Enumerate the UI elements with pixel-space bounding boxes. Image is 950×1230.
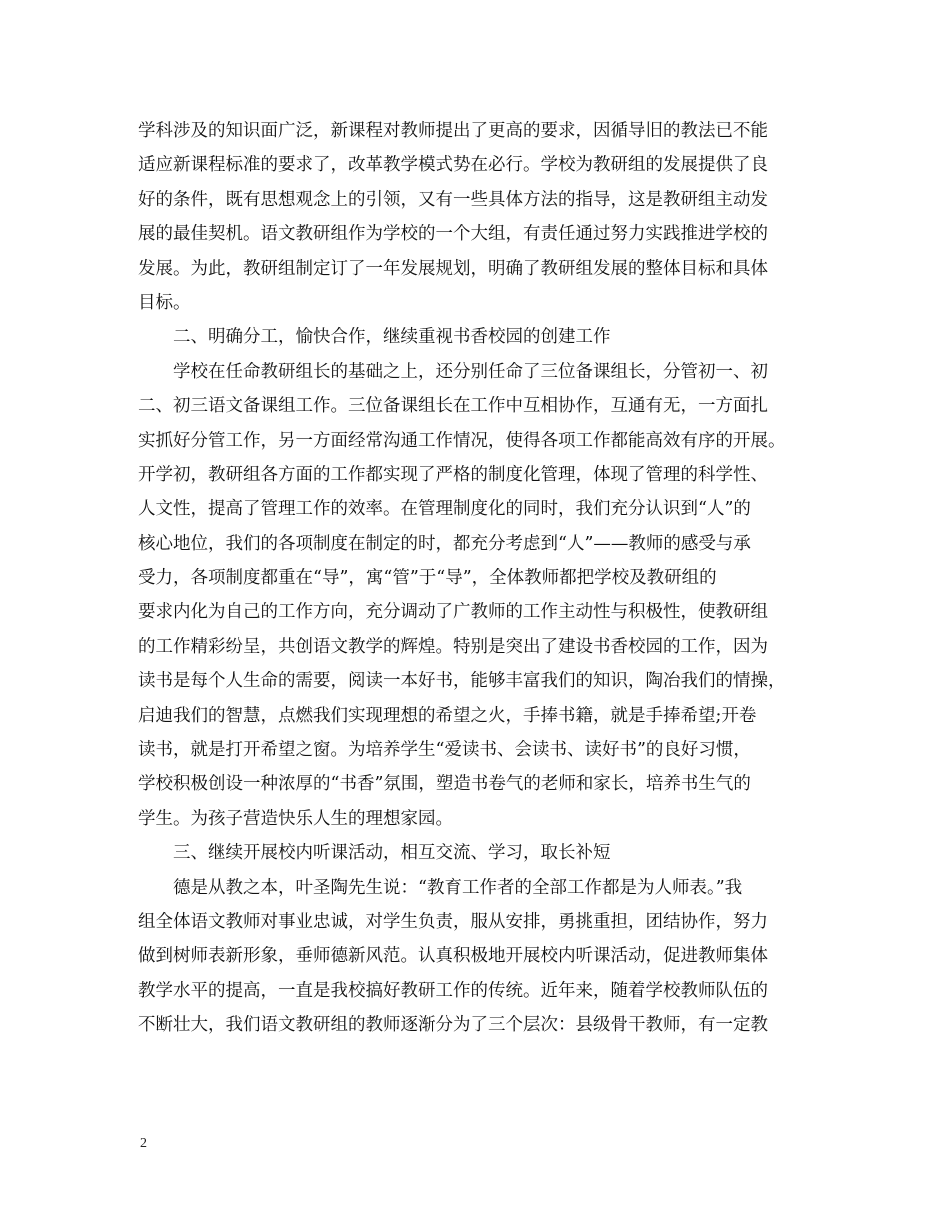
text-line: 实抓好分管工作，另一方面经常沟通工作情况，使得各项工作都能高效有序的开展。	[138, 430, 786, 451]
text-line: 教学水平的提高，一直是我校搞好教研工作的传统。近年来，随着学校教师队伍的	[138, 980, 768, 1001]
text-line: 学校在任命教研组长的基础之上，还分别任命了三位备课组长，分管初一、初	[138, 361, 768, 382]
text-line: 人文性，提高了管理工作的效率。在管理制度化的同时，我们充分认识到“人”的	[138, 499, 751, 520]
text-line: 读书，就是打开希望之窗。为培养学生“爱读书、会读书、读好书”的良好习惯，	[138, 740, 751, 761]
text-line: 读书是每个人生命的需要，阅读一本好书，能够丰富我们的知识，陶冶我们的情操，	[138, 671, 786, 692]
text-line: 受力，各项制度都重在“导”，寓“管”于“导”，全体教师都把学校及教研组的	[138, 568, 717, 589]
text-line: 学生。为孩子营造快乐人生的理想家园。	[138, 808, 453, 829]
page-number: 2	[140, 1136, 147, 1151]
text-line: 好的条件，既有思想观念上的引领，又有一些具体方法的指导，这是教研组主动发	[138, 189, 768, 210]
text-line: 学校积极创设一种浓厚的“书香”氛围，塑造书卷气的老师和家长，培养书生气的	[138, 774, 751, 795]
text-line: 开学初，教研组各方面的工作都实现了严格的制度化管理，体现了管理的科学性、	[138, 464, 768, 485]
body-text	[138, 114, 828, 1043]
text-line: 的工作精彩纷呈，共创语文教学的辉煌。特别是突出了建设书香校园的工作，因为	[138, 636, 768, 657]
section-heading: 二、明确分工，愉快合作，继续重视书香校园的创建工作	[138, 327, 611, 348]
text-line: 发展。为此，教研组制定订了一年发展规划，明确了教研组发展的整体目标和具体	[138, 258, 768, 279]
section-heading: 三、继续开展校内听课活动，相互交流、学习，取长补短	[138, 843, 611, 864]
text-line: 学科涉及的知识面广泛，新课程对教师提出了更高的要求，因循导旧的教法已不能	[138, 121, 768, 141]
text-line: 二、初三语文备课组工作。三位备课组长在工作中互相协作，互通有无，一方面扎	[138, 396, 768, 417]
text-line: 不断壮大，我们语文教研组的教师逐渐分为了三个层次：县级骨干教师，有一定教	[138, 1015, 768, 1036]
text-line: 启迪我们的智慧，点燃我们实现理想的希望之火，手捧书籍，就是手捧希望;开卷	[138, 705, 757, 726]
text-line: 展的最佳契机。语文教研组作为学校的一个大组，有责任通过努力实践推进学校的	[138, 224, 768, 245]
text-line: 目标。	[138, 292, 191, 313]
text-line: 做到树师表新形象，垂师德新风范。认真积极地开展校内听课活动，促进教师集体	[138, 946, 768, 967]
text-line: 德是从教之本，叶圣陶先生说：“教育工作者的全部工作都是为人师表。”我	[138, 877, 743, 898]
text-line: 组全体语文教师对事业忠诚，对学生负责，服从安排，勇挑重担，团结协作，努力	[138, 911, 768, 932]
text-line: 适应新课程标准的要求了，改革教学模式势在必行。学校为教研组的发展提供了良	[138, 155, 768, 176]
text-line: 核心地位，我们的各项制度在制定的时，都充分考虑到“人”——教师的感受与承	[138, 533, 751, 554]
text-line: 要求内化为自己的工作方向，充分调动了广教师的工作主动性与积极性，使教研组	[138, 602, 768, 623]
